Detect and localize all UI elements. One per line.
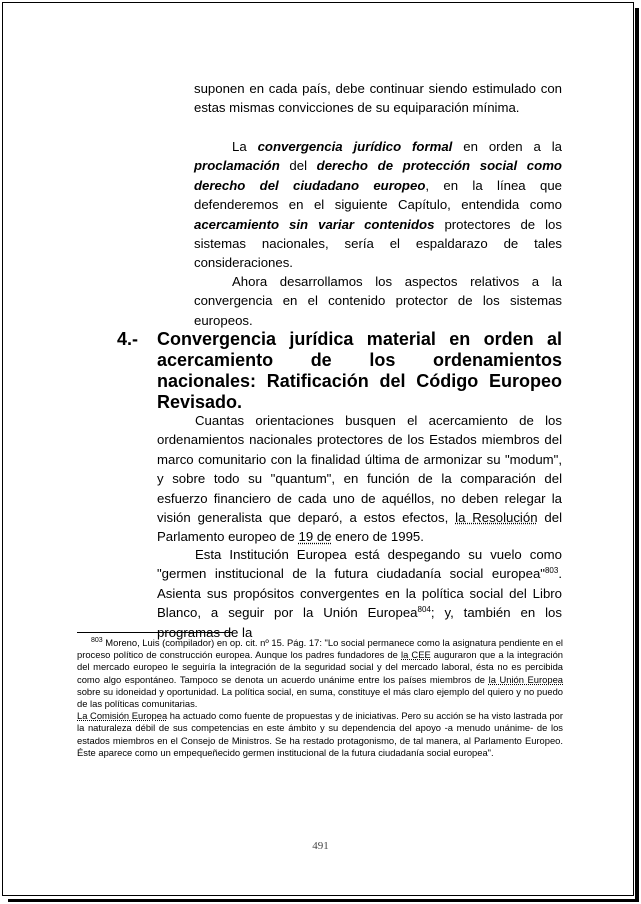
paragraph-2-text-g: , en la línea que defenderemos en el siguiente Capítulo, entendida como	[194, 177, 562, 213]
footnote-text-1e: sobre su idoneidad y oportunidad. La política social, en suma, constituye el más claro ejemplo del quiero y no puedo de las políticas comunitarias.	[77, 685, 563, 710]
footnote-803	[77, 637, 563, 759]
footnote-text-1a: Moreno, Luis (compilador) en op. cit. nº 15. Pág. 17: "Lo social permanece como la asignatura pendiente en el proceso político de construcción europea. Aunque los padres fundadores de	[77, 637, 563, 661]
paragraph-4-text-c: del Parlamento europeo de	[157, 510, 563, 545]
emphasis-acercamiento: acercamiento sin variar contenidos	[194, 216, 435, 232]
footnote-ref-comision-europea: La Comisión Europea	[77, 710, 168, 722]
paragraph-2	[194, 137, 562, 273]
page-number: 491	[312, 840, 329, 852]
paragraph-2-text-i: protectores de los sistemas nacionales, sería el espaldarazo de tales consideraciones.	[194, 216, 562, 271]
date-ref: 19 de	[298, 529, 332, 545]
footnote-ref-cee: la CEE	[401, 649, 431, 661]
footnote-ref-803[interactable]: 803	[544, 566, 559, 576]
footnote-paragraph-2	[77, 710, 563, 759]
page-shadow-right	[635, 8, 639, 901]
paragraph-4-text-e: enero de 1995.	[331, 529, 424, 545]
paragraph-5-text-a: Esta Institución Europea está despegando su vuelo como "germen institucional de la futura ciudadanía social europea"	[157, 547, 562, 582]
paragraph-2-text-a: La	[232, 139, 258, 154]
paragraph-4	[157, 411, 562, 547]
emphasis-proclamacion: proclamación	[194, 158, 280, 174]
footnote-ref-union-europea: la Unión Europea	[488, 673, 563, 685]
paragraph-3: Ahora desarrollamos los aspectos relativos a la convergencia en el contenido protector de los sistemas europeos.	[194, 274, 562, 328]
footnote-ref-804[interactable]: 804	[417, 605, 431, 615]
section-number: 4.-	[117, 329, 139, 349]
link-resolucion: la Resolución	[455, 510, 538, 526]
paragraph-4-text-a: Cuantas orientaciones busquen el acercamiento de los ordenamientos nacionales protectores de los Estados miembros del marco comunitario con la finalidad última de armonizar su "modum", y sobre todo su "quantum", en función de la comparación del esfuerzo financiero de cada uno de aquéllos, no deben relegar la visión generalista que deparó, a estos efectos,	[157, 413, 562, 526]
paragraph-2-text-e: del	[279, 158, 317, 174]
section-heading: Convergencia jurídica material en orden al acercamiento de los ordenamientos nacionales: Ratificación del Código Europeo Revisado.	[157, 329, 562, 412]
paragraph-2-text-c: en orden a la	[452, 139, 562, 154]
paragraph-5-text-c: ; y, también en los programas de la	[157, 605, 562, 640]
footnote-number: 803	[91, 637, 103, 644]
paragraph-5-text-b: . Asienta sus propósitos convergentes en la política social del Libro Blanco, a seguir por la Unión Europea	[157, 566, 562, 621]
paragraph-1: suponen en cada país, debe continuar siendo estimulado con estas mismas convicciones de su equiparación mínima.	[194, 81, 562, 116]
emphasis-derecho: derecho de protección social como derecho del ciudadano europeo	[194, 158, 562, 193]
footnote-paragraph-1	[77, 637, 563, 710]
footnote-text-1c: auguraron que a la integración del mercado europeo le seguiría la integración de la seguridad social y del mercado laboral, ésta no es percibida como algo espontáneo. Tampoco se denota un acuerdo unánime entre los países miembros de	[77, 649, 564, 685]
footnote-separator	[77, 632, 232, 633]
footnote-text-2b: ha actuado como fuente de propuestas y de iniciativas. Pero su acción se ha visto lastrada por la naturaleza débil de sus competencias en este ámbito y su dependencia del apoyo -a menudo unánime- de los estados miembros en el Consejo de Ministros. Se ha restado protagonismo, de tal manera, al Parlamento Europeo. Éste aparece como un empequeñecido germen institucional de la futura ciudadanía social europea".	[77, 710, 563, 758]
paragraph-5	[157, 545, 562, 642]
emphasis-convergencia: convergencia jurídico formal	[257, 139, 453, 154]
page-shadow-bottom	[8, 899, 639, 902]
